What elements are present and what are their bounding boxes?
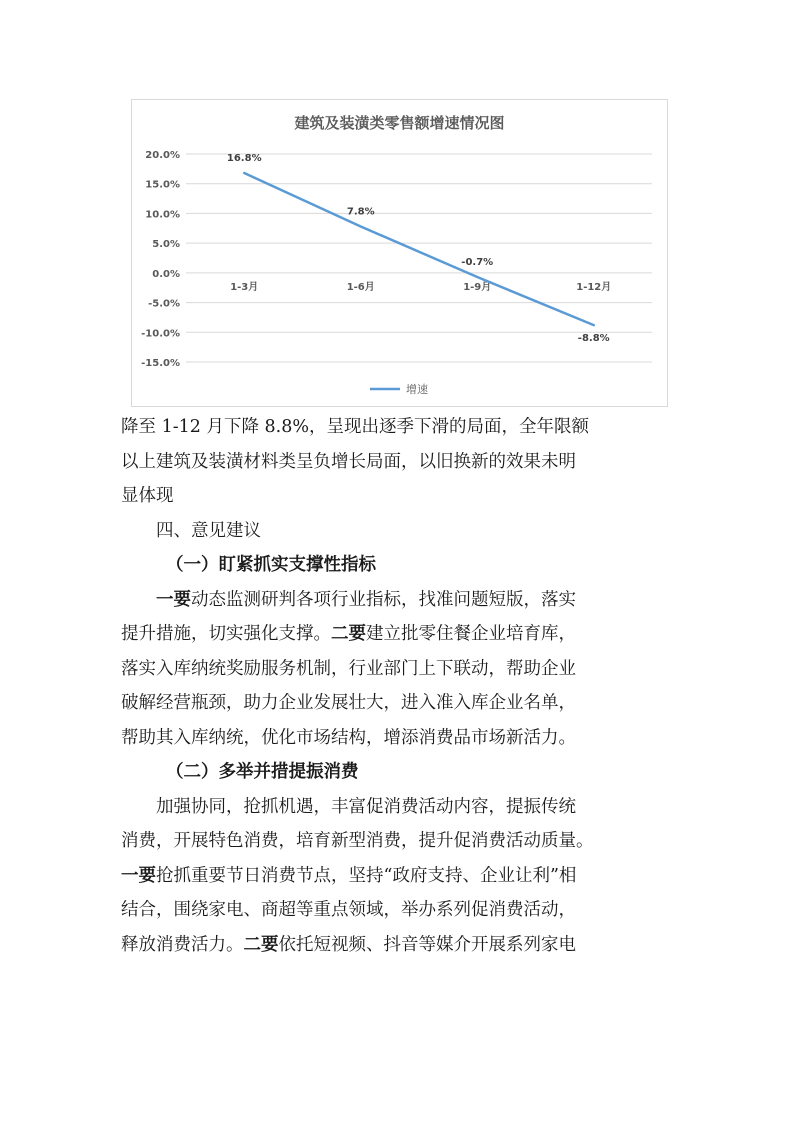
text-line: 加强协同，抢抓机遇，丰富促消费活动内容，提振传统 bbox=[156, 796, 576, 817]
text-line: 显体现 bbox=[121, 486, 174, 506]
text-span: 提升措施，切实强化支撑。 bbox=[121, 624, 331, 644]
paragraph-1 bbox=[121, 410, 681, 514]
text-span: 动态监测研判各项行业指标，找准问题短版，落实 bbox=[191, 589, 576, 610]
y-tick-label: 0.0% bbox=[152, 268, 180, 280]
text-line: 降至 1-12 月下降 8.8%，呈现出逐季下滑的局面，全年限额 bbox=[121, 417, 589, 437]
text-line bbox=[121, 583, 681, 618]
x-tick-label: 1-6月 bbox=[346, 281, 375, 293]
y-tick-label: -15.0% bbox=[141, 358, 180, 369]
data-label: -0.7% bbox=[461, 257, 494, 269]
section-heading: 四、意见建议 bbox=[156, 520, 261, 541]
y-tick-label: 15.0% bbox=[145, 179, 180, 191]
data-label: 7.8% bbox=[346, 206, 375, 218]
y-tick-label: -5.0% bbox=[148, 298, 180, 310]
y-tick-label: 5.0% bbox=[152, 239, 180, 251]
emphasis: 二要 bbox=[243, 934, 279, 955]
text-line: 破解经营瓶颈，助力企业发展壮大，进入准入库企业名单， bbox=[121, 693, 576, 713]
chart-plot bbox=[132, 100, 667, 406]
text-line: 落实入库纳统奖励服务机制，行业部门上下联动，帮助企业 bbox=[121, 658, 576, 679]
text-span: 依托短视频、抖音等媒介开展系列家电 bbox=[278, 934, 576, 955]
text-line bbox=[121, 859, 681, 894]
x-tick-label: 1-3月 bbox=[230, 281, 259, 293]
growth-line-chart bbox=[131, 99, 668, 407]
text-line: 帮助其入库纳统，优化市场结构，增添消费品市场新活力。 bbox=[121, 727, 576, 748]
paragraph-2 bbox=[121, 583, 681, 756]
text-line bbox=[121, 928, 681, 963]
legend-label: 增速 bbox=[406, 383, 428, 396]
text-line: 以上建筑及装潢材料类呈负增长局面，以旧换新的效果未明 bbox=[121, 451, 576, 472]
document-body bbox=[121, 410, 681, 962]
subsection-heading-1: （一）盯紧抓实支撑性指标 bbox=[166, 555, 376, 575]
chart-title: 建筑及装潢类零售额增速情况图 bbox=[294, 114, 505, 132]
emphasis: 一要 bbox=[156, 589, 191, 610]
emphasis: 二要 bbox=[331, 624, 366, 644]
paragraph-3 bbox=[121, 790, 681, 963]
text-span: 释放消费活力。 bbox=[121, 934, 244, 955]
text-line: 结合，围绕家电、商超等重点领域，举办系列促消费活动， bbox=[121, 900, 576, 920]
subsection-heading-2: （二）多举并措提振消费 bbox=[166, 762, 359, 782]
x-tick-label: 1-12月 bbox=[576, 281, 612, 293]
text-span: 建立批零住餐企业培育库， bbox=[366, 624, 576, 644]
y-tick-label: 20.0% bbox=[145, 150, 180, 161]
data-label: 16.8% bbox=[226, 153, 262, 165]
y-tick-label: -10.0% bbox=[141, 328, 180, 340]
x-tick-label: 1-9月 bbox=[463, 281, 492, 293]
text-span: 抢抓重要节日消费节点，坚持“政府支持、企业让利”相 bbox=[156, 865, 577, 886]
text-line bbox=[121, 617, 681, 652]
emphasis: 一要 bbox=[121, 865, 156, 886]
y-tick-label: 10.0% bbox=[145, 209, 180, 221]
data-label: -8.8% bbox=[577, 333, 610, 345]
text-line: 消费，开展特色消费，培育新型消费，提升促消费活动质量。 bbox=[121, 831, 594, 851]
